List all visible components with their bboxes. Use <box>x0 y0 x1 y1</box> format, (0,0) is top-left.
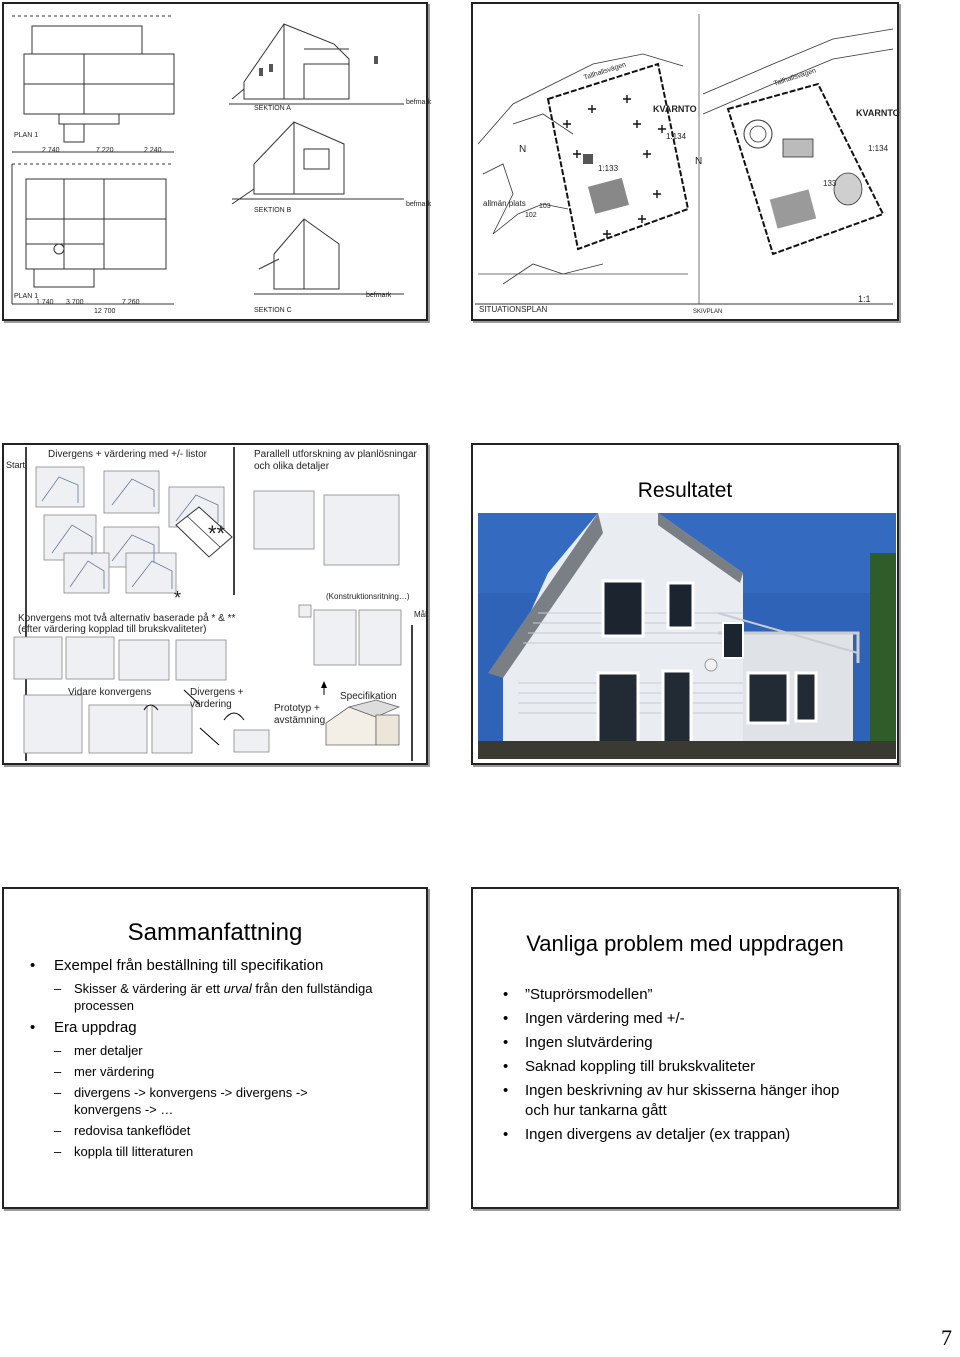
slide-sammanfattning <box>2 887 428 1209</box>
slide-title-vanliga-problem: Vanliga problem med uppdragen <box>526 931 844 956</box>
subbullet-divergens <box>28 1084 408 1118</box>
problem-item <box>503 1009 873 1029</box>
house-photo <box>478 513 896 759</box>
bullet-dot: • <box>503 1058 509 1075</box>
slide-vanliga-problem <box>471 887 899 1209</box>
situation-plan-title: SITUATIONSPLAN <box>479 305 548 314</box>
district-label-left: KVARNTO <box>653 104 697 114</box>
dimension-bottom-2: 3 700 <box>66 299 84 306</box>
floorplan-drawing <box>4 4 426 319</box>
plan1-top-label: PLAN 1 <box>14 132 39 139</box>
problem-text: ”Stuprörsmodellen” <box>525 986 653 1003</box>
summary-bullets <box>28 957 408 1160</box>
subbullet-text-after: från den fullständiga processen <box>74 981 373 1013</box>
plan1-bottom-label: PLAN 1 <box>14 293 39 300</box>
konvergens-line2: (efter värdering kopplad till brukskvaliteter) <box>18 624 207 635</box>
bullet-dot: • <box>30 1019 36 1036</box>
dimension-top-2: 7 220 <box>96 147 114 154</box>
road-label-top: Tallhallsvägen <box>582 61 627 82</box>
page-number: 7 <box>941 1325 952 1350</box>
scale-134-left: 1:134 <box>666 132 687 141</box>
parallell-line2: och olika detaljer <box>254 461 330 472</box>
bullet-text: Era uppdrag <box>54 1019 137 1036</box>
bullet-dot: • <box>503 1010 509 1027</box>
lot-103: 103 <box>539 203 551 210</box>
slide-process-diagram <box>2 443 428 765</box>
vidare-label: Vidare konvergens <box>68 687 152 698</box>
subbullet-text: mer detaljer <box>74 1043 143 1058</box>
problem-text: Ingen värdering med +/- <box>525 1010 685 1027</box>
problem-item <box>503 1125 873 1145</box>
divergens-title: Divergens + värdering med +/- listor <box>48 449 207 460</box>
road-label-right: Tallhallsvägen <box>772 67 817 88</box>
subbullet-litteraturen <box>28 1143 408 1160</box>
bullet-dot: • <box>503 1034 509 1051</box>
problem-item <box>503 985 873 1005</box>
process-diagram-lines <box>4 445 426 763</box>
scale-133: 1:133 <box>598 164 619 173</box>
prototyp-line1: Prototyp + <box>274 703 320 714</box>
divergens2-line1: Divergens + <box>190 687 244 698</box>
problem-item <box>503 1057 873 1077</box>
public-place-label: allmän plats <box>483 199 526 208</box>
problem-item <box>503 1081 873 1121</box>
slide-situation-plan <box>471 2 899 321</box>
slide-title-resultatet: Resultatet <box>637 479 733 502</box>
specifikation-label: Specifikation <box>340 691 397 702</box>
subbullet-tankeflodet <box>28 1122 408 1139</box>
slide-resultatet <box>471 443 899 765</box>
lot-133b: 133 <box>823 179 837 188</box>
footer-scale: 1:1 <box>858 294 871 304</box>
bullet-dot: • <box>30 957 36 974</box>
dash-marker: – <box>54 981 62 996</box>
bullet-dot: • <box>503 1126 509 1143</box>
problem-text: Ingen beskrivning av hur skisserna hänger ihop och hur tankarna gått <box>525 1082 840 1119</box>
subbullet-vardering <box>28 1063 408 1080</box>
section-a-label: SEKTION A <box>254 105 291 112</box>
problem-text: Saknad koppling till brukskvaliteter <box>525 1058 756 1075</box>
subbullet-text: divergens -> konvergens -> divergens -> konvergens -> … <box>74 1085 308 1117</box>
dimension-top-3: 2 240 <box>144 147 162 154</box>
section-b-label: SEKTION B <box>254 207 292 214</box>
bullet-text: Exempel från beställning till specifikation <box>54 957 324 974</box>
problem-bullets <box>503 985 873 1145</box>
slide-title-sammanfattning: Sammanfattning <box>127 919 303 946</box>
dimension-total: 12 700 <box>94 308 116 315</box>
start-label: Start <box>6 460 26 470</box>
dash-marker: – <box>54 1085 62 1100</box>
ground-level-a: befmark <box>406 99 432 106</box>
subbullet-text: koppla till litteraturen <box>74 1144 194 1159</box>
subbullet-text: redovisa tankeflödet <box>74 1123 191 1138</box>
bullet-era-uppdrag <box>28 1019 408 1037</box>
section-c-label: SEKTION C <box>254 307 292 314</box>
north-arrow-left: N <box>519 144 527 155</box>
slide-floorplans-sections <box>2 2 432 321</box>
dimension-bottom-1: 1 740 <box>36 299 54 306</box>
scale-134-right: 1:134 <box>868 144 889 153</box>
subbullet-text: mer värdering <box>74 1064 155 1079</box>
district-label-right: KVARNTO <box>856 108 900 118</box>
site-plan-drawing <box>473 4 897 319</box>
dash-marker: – <box>54 1043 62 1058</box>
subbullet-detaljer <box>28 1042 408 1059</box>
ground-level-b: befmark <box>406 201 432 208</box>
dash-marker: – <box>54 1123 62 1138</box>
divergens2-line2: värdering <box>190 699 232 710</box>
bullet-dot: • <box>503 986 509 1003</box>
parallell-line1: Parallell utforskning av planlösningar <box>254 449 417 460</box>
dimension-bottom-3: 7 260 <box>122 299 140 306</box>
problem-text: Ingen slutvärdering <box>525 1034 653 1051</box>
prototyp-line2: avstämning <box>274 715 326 726</box>
konvergens-line1: Konvergens mot två alternativ baserade på * & ** <box>18 613 236 624</box>
subbullet-text-before: Skisser & värdering är ett <box>74 981 224 996</box>
bullet-dot: • <box>503 1082 509 1099</box>
subbullet-skisser <box>28 980 408 1014</box>
problem-item <box>503 1033 873 1053</box>
problem-text: Ingen divergens av detaljer (ex trappan) <box>525 1126 791 1143</box>
dash-marker: – <box>54 1064 62 1079</box>
dash-marker: – <box>54 1144 62 1159</box>
north-arrow-right: N <box>695 156 703 167</box>
single-star: * <box>174 588 182 608</box>
konstruktion-label: (Konstruktionsritning…) <box>326 592 410 601</box>
mal-label: Mål <box>414 610 427 619</box>
double-star: ** <box>208 521 226 546</box>
bullet-exempel <box>28 957 408 975</box>
lot-102: 102 <box>525 212 537 219</box>
subbullet-text-urval: urval <box>223 981 252 996</box>
footer-small-label: SKIVPLAN <box>693 309 723 315</box>
dimension-top-1: 2 740 <box>42 147 60 154</box>
ground-level-c: befmark <box>366 292 392 299</box>
